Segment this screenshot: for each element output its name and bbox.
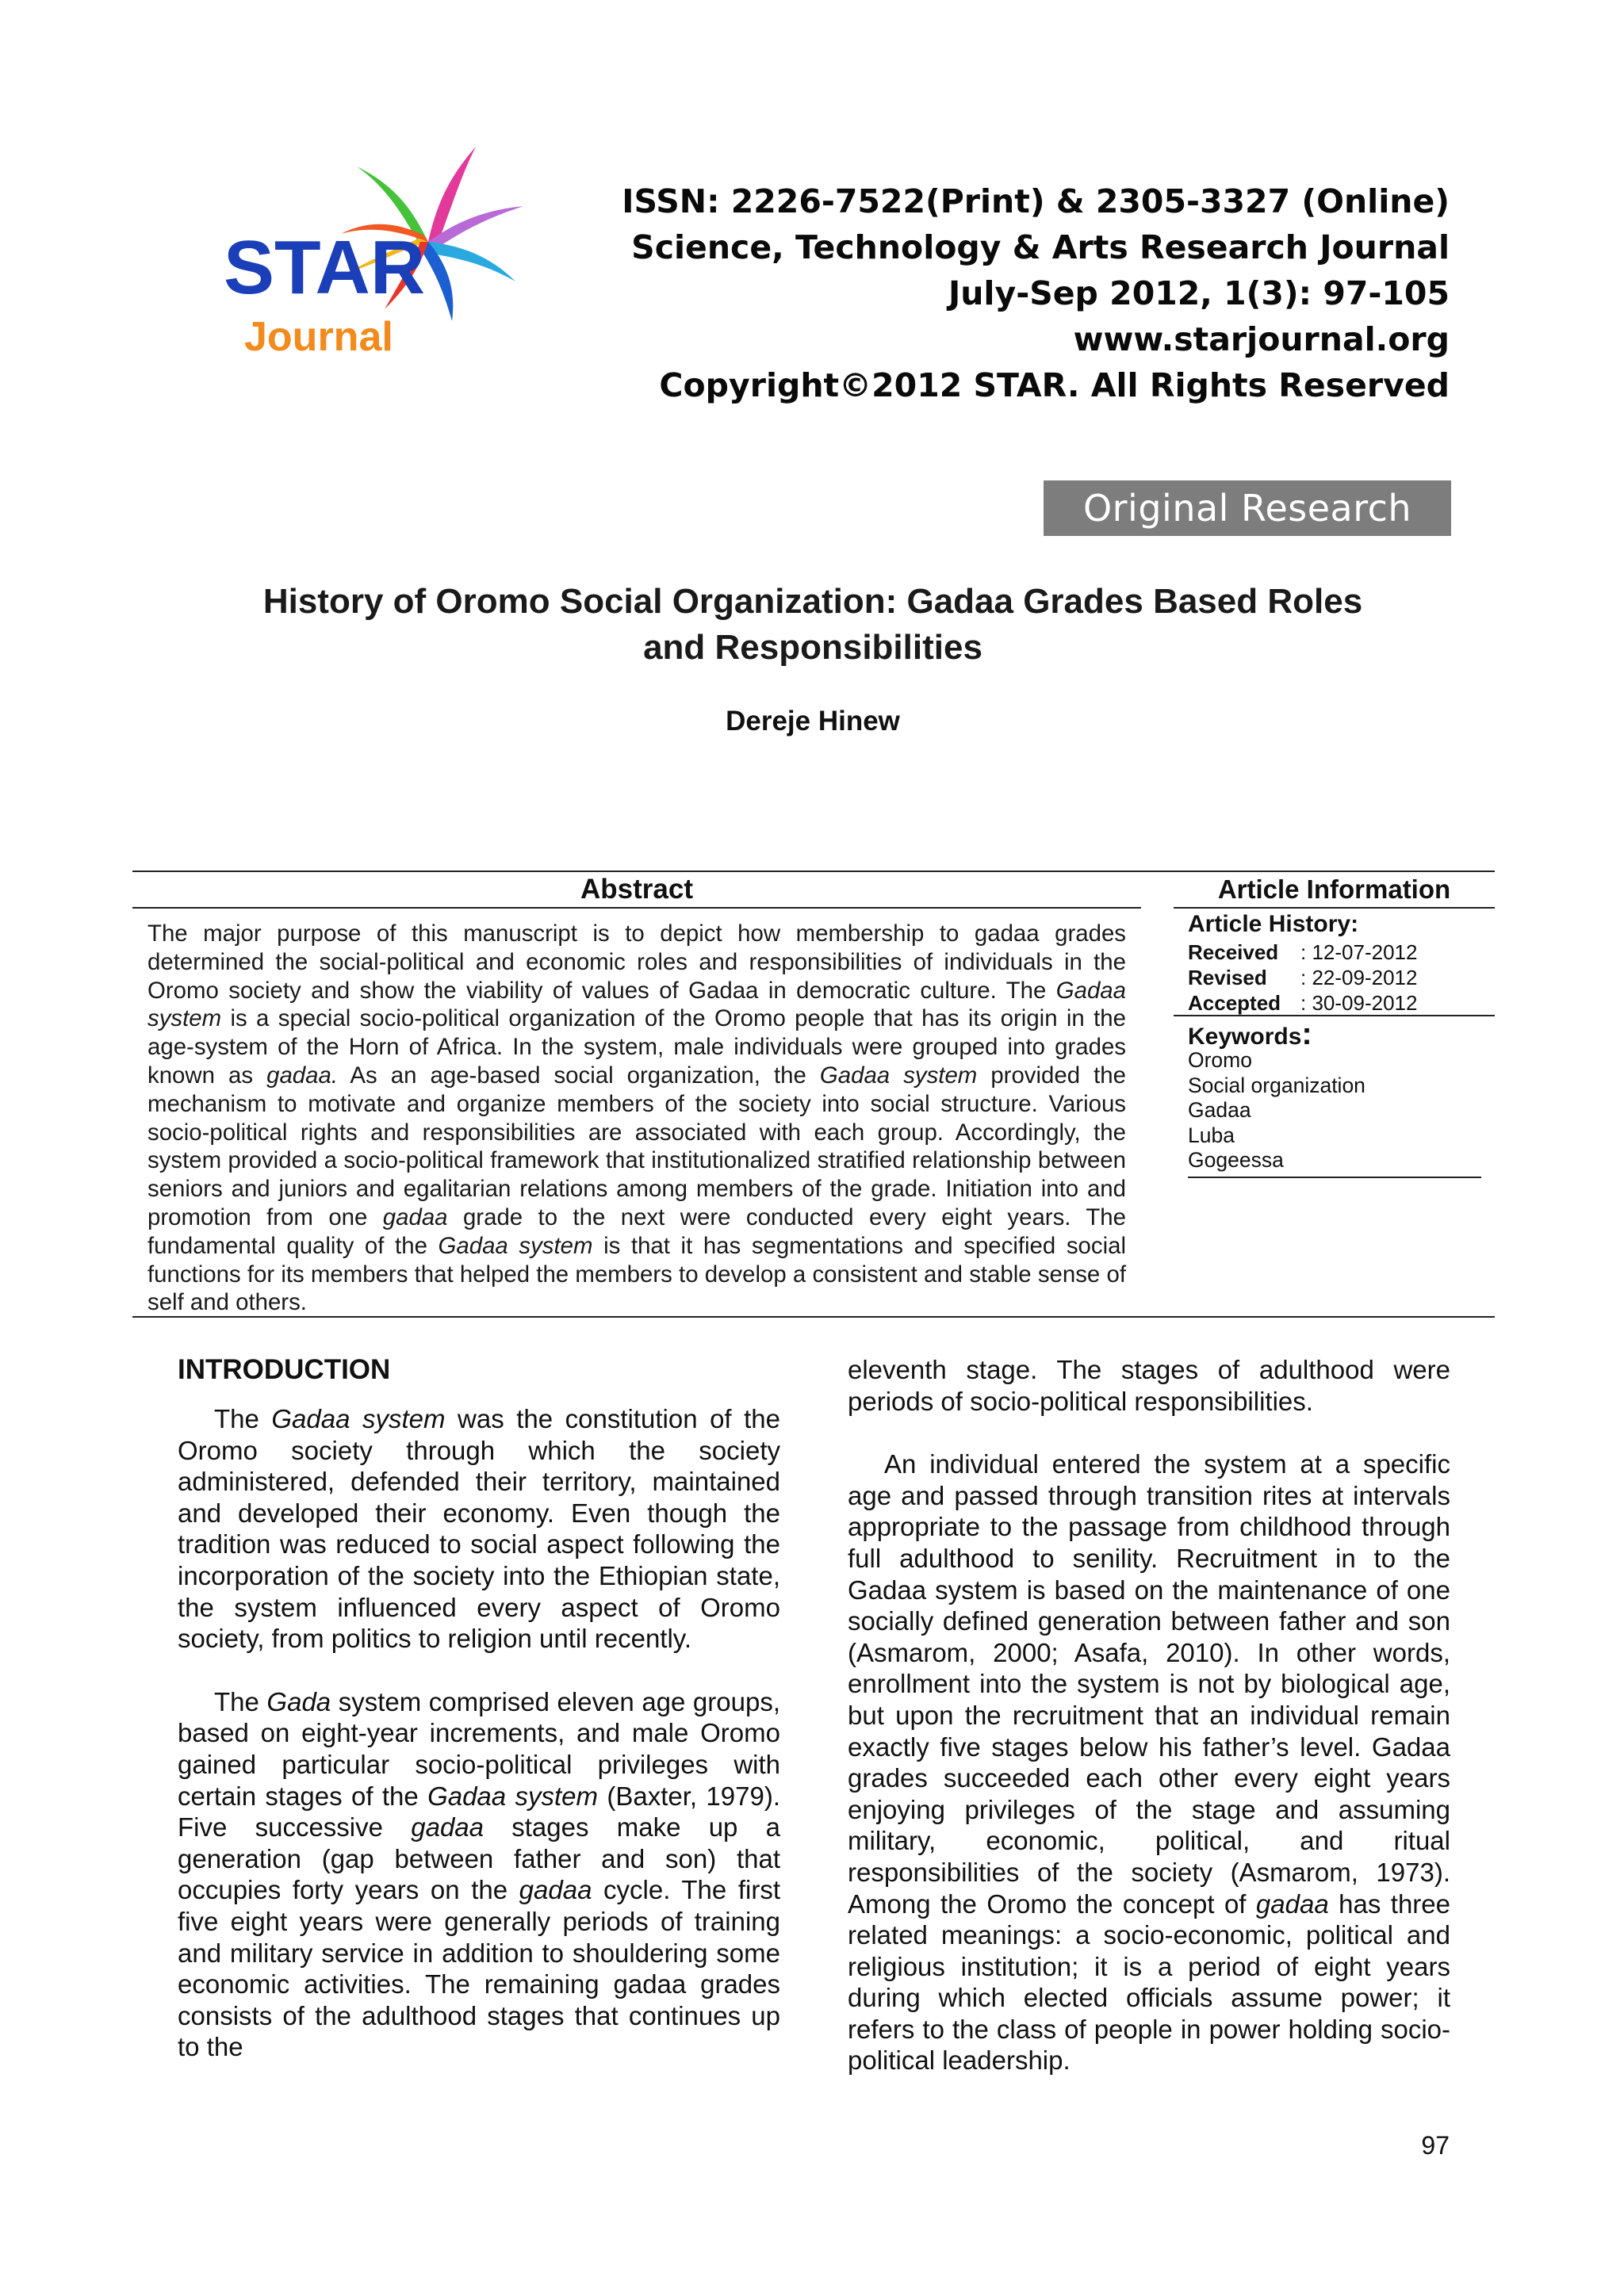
italic-term: Gadaa system (819, 1062, 978, 1089)
introduction-heading: INTRODUCTION (178, 1354, 391, 1385)
history-row-accepted (1188, 990, 1417, 1016)
logo-main-text: STAR (224, 225, 426, 310)
article-info-heading: Article Information (1217, 874, 1451, 904)
page-number: 97 (1421, 2131, 1450, 2160)
article-info-divider (1174, 1015, 1495, 1016)
keyword-item: Social organization (1188, 1073, 1365, 1097)
issue-line: July-Sep 2012, 1(3): 97-105 (948, 274, 1450, 312)
italic-term: Gada (266, 1686, 331, 1716)
star-burst-logo-icon (214, 143, 547, 373)
italic-term: gadaa (411, 1812, 485, 1843)
article-history-heading: Article History: (1188, 911, 1359, 937)
abstract-heading: Abstract (580, 874, 693, 905)
abstract-bottom-rule (132, 1316, 1495, 1318)
paper-title (119, 579, 1507, 671)
history-label: Accepted (1188, 991, 1281, 1015)
body-column-left (178, 1403, 780, 2063)
abstract-text (147, 920, 1126, 1317)
paragraph-gap (848, 1417, 1450, 1448)
article-info-rule (1174, 907, 1495, 909)
keywords-colon: : (1301, 1016, 1312, 1051)
journal-logo (214, 143, 547, 373)
italic-term: gadaa. (266, 1062, 338, 1089)
keyword-item: Gadaa (1188, 1098, 1251, 1122)
journal-meta (498, 178, 1450, 408)
author-name: Dereje Hinew (726, 706, 900, 737)
history-value: : 22-09-2012 (1300, 966, 1418, 989)
logo-sub-text: Journal (244, 314, 393, 360)
italic-term: gadaa (382, 1203, 448, 1230)
abstract-paragraph: The major purpose of this manuscript is to depict how membership to gadaa grades determined the social-political and economic roles and responsibilities of individuals in the Oromo society and show the viability of values of Gadaa in democratic culture. The Gadaa system is a special socio-political organization of the Oromo people that has its origin in the age-system of the Horn of Africa. In the system, male individuals were grouped into grades known as gadaa. As an age-based social organization, the Gadaa system provided the mechanism to motivate and organize members of the society into social structure. Various socio-political rights and responsibilities are associated with each group. Accordingly, the system provided a socio-political framework that institutionalized stratified relationship between seniors and juniors and egalitarian relations among members of the grade. Initiation into and promotion from one gadaa grade to the next were conducted every eight years. The fundamental quality of the Gadaa system is that it has segmentations and specified social functions for its members that helped the members to develop a consistent and stable sense of self and others. (147, 920, 1126, 1316)
body-paragraph: eleventh stage. The stages of adulthood were periods of socio-political responsibilities. (848, 1355, 1450, 1416)
keyword-item: Oromo (1188, 1048, 1252, 1072)
paragraph-gap (178, 1655, 780, 1686)
keywords-list (1188, 1048, 1365, 1173)
italic-term: gadaa (1255, 1888, 1329, 1919)
website-line: www.starjournal.org (1073, 320, 1450, 358)
body-paragraph: An individual entered the system at a specific age and passed through transition rites at intervals appropriate to the passage from childhood through full adulthood to senility. Recruitment in to the Gadaa system is based on the maintenance of one socially defined generation between father and son (Asmarom, 2000; Asafa, 2010). In other words, enrollment into the system is not by biological age, but upon the recruitment that an individual remain exactly five stages below his father’s level. Gadaa grades succeeded each other every eight years enjoying privileges of the stage and assuming military, economic, political, and ritual responsibilities of the society (Asmarom, 1973). Among the Oromo the concept of gadaa has three related meanings: a socio-economic, political and religious institution; it is a period of eight years during which elected officials assume power; it refers to the class of people in power holding socio-political leadership. (848, 1449, 1450, 2076)
history-row-revised (1188, 965, 1417, 990)
article-history-dates (1188, 939, 1417, 1016)
body-paragraph: The Gadaa system was the constitution of the Oromo society through which the society administered, defended their territory, maintained and developed their economy. Even though the tradition was reduced to social aspect following the incorporation of the society into the Ethiopian state, the system influenced every aspect of Oromo society, from politics to religion until recently. (178, 1404, 780, 1654)
abstract-heading-rule (132, 907, 1141, 909)
keywords-bottom-rule (1188, 1177, 1481, 1178)
issn-line: ISSN: 2226-7522(Print) & 2305-3327 (Online) (622, 182, 1450, 220)
journal-name-line: Science, Technology & Arts Research Journal (631, 228, 1450, 266)
history-value: : 30-09-2012 (1300, 991, 1418, 1015)
italic-term: Gadaa system (427, 1781, 599, 1811)
body-paragraph: The Gada system comprised eleven age groups, based on eight-year increments, and male Oromo gained particular socio-political privileges with certain stages of the Gadaa system (Baxter, 1979). Five successive gadaa stages make up a generation (gap between father and son) that occupies forty years on the gadaa cycle. The first five eight years were generally periods of training and military service in addition to shouldering some economic activities. The remaining gadaa grades consists of the adulthood stages that continues up to the (178, 1686, 781, 2062)
italic-term: Gadaa system (438, 1232, 593, 1259)
history-row-received (1188, 939, 1417, 965)
italic-term: gadaa (519, 1875, 592, 1905)
copyright-line: Copyright©2012 STAR. All Rights Reserved (659, 366, 1450, 404)
abstract-top-rule (132, 871, 1495, 872)
keywords-heading-text: Keywords (1188, 1024, 1302, 1050)
italic-term: Gadaa system (271, 1404, 446, 1433)
keyword-item: Luba (1188, 1123, 1235, 1147)
history-value: : 12-07-2012 (1300, 940, 1418, 964)
history-label: Revised (1188, 966, 1267, 989)
italic-term: Gadaa system (147, 977, 1126, 1032)
body-column-right (848, 1354, 1450, 2076)
article-type-badge: Original Research (1044, 480, 1451, 536)
title-line-2: and Responsibilities (643, 628, 982, 667)
history-label: Received (1188, 940, 1279, 964)
keyword-item: Gogeessa (1188, 1148, 1284, 1172)
title-line-1: History of Oromo Social Organization: Gadaa Grades Based Roles (262, 582, 1363, 621)
